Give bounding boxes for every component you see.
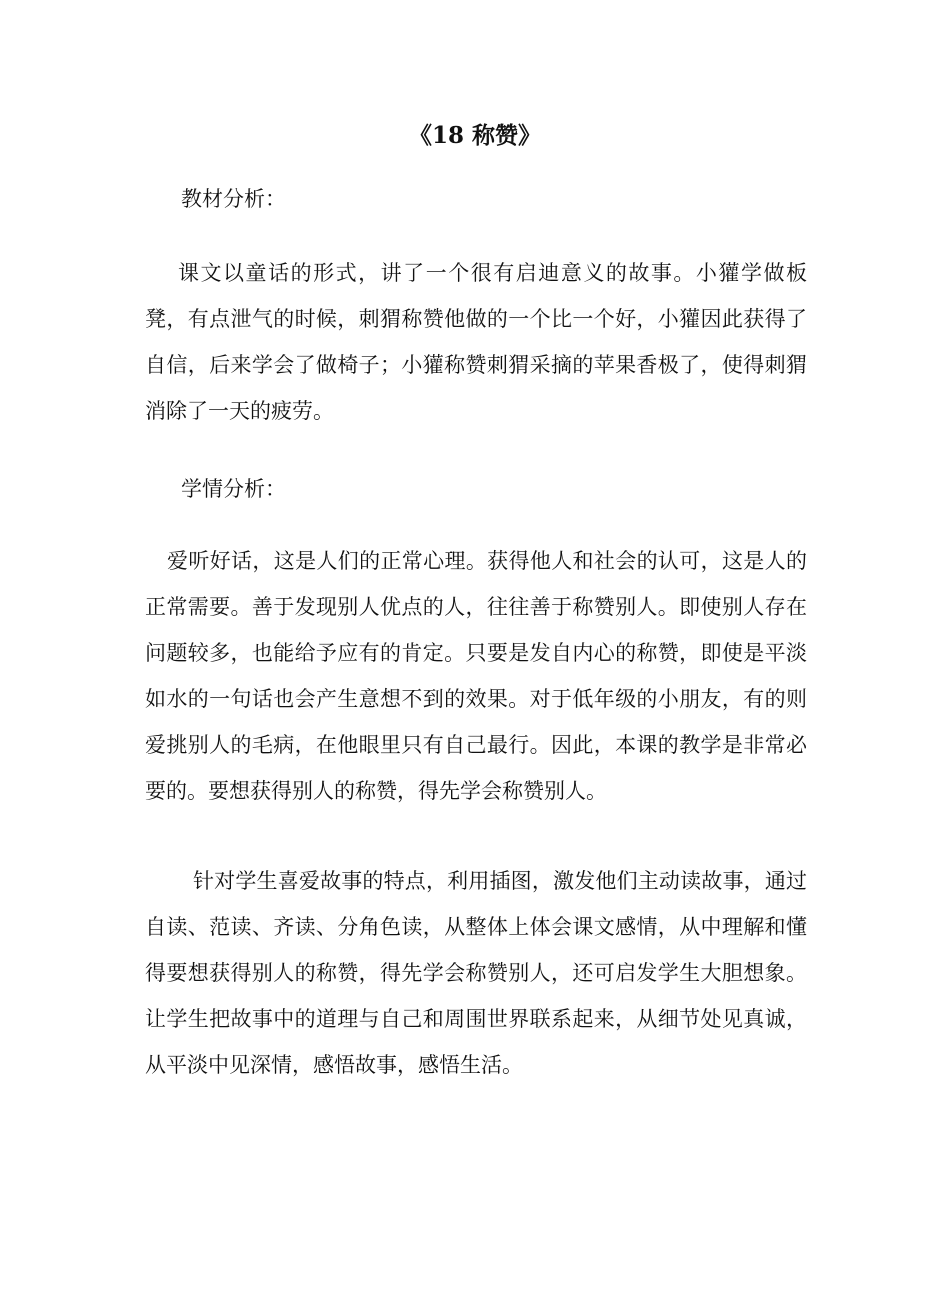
paragraph-textbook-analysis: 课文以童话的形式，讲了一个很有启迪意义的故事。小獾学做板凳，有点泄气的时候，刺猬称赞他做的一个比一个好，小獾因此获得了自信，后来学会了做椅子；小獾称赞刺猬采摘的苹果香极了，使得刺猬消除了一天的疲劳。: [145, 261, 807, 423]
paragraph-student-analysis: 爱听好话，这是人们的正常心理。获得他人和社会的认可，这是人的正常需要。善于发现别人优点的人，往往善于称赞别人。即使别人存在问题较多，也能给予应有的肯定。只要是发自内心的称赞，即使是平淡如水的一句话也会产生意想不到的效果。对于低年级的小朋友，有的则爱挑别人的毛病，在他眼里只有自己最行。因此，本课的教学是非常必要的。要想获得别人的称赞，得先学会称赞别人。: [145, 549, 807, 803]
document-title: 《18 称赞》: [408, 122, 541, 149]
section-heading-textbook-analysis: 教材分析：: [181, 187, 286, 211]
section-heading-student-analysis: 学情分析：: [181, 477, 286, 501]
paragraph-teaching-approach: 针对学生喜爱故事的特点，利用插图，激发他们主动读故事，通过自读、范读、齐读、分角色读，从整体上体会课文感情，从中理解和懂得要想获得别人的称赞，得先学会称赞别人，还可启发学生大胆想象。让学生把故事中的道理与自己和周围世界联系起来，从细节处见真诚，从平淡中见深情，感悟故事，感悟生活。: [145, 869, 807, 1077]
